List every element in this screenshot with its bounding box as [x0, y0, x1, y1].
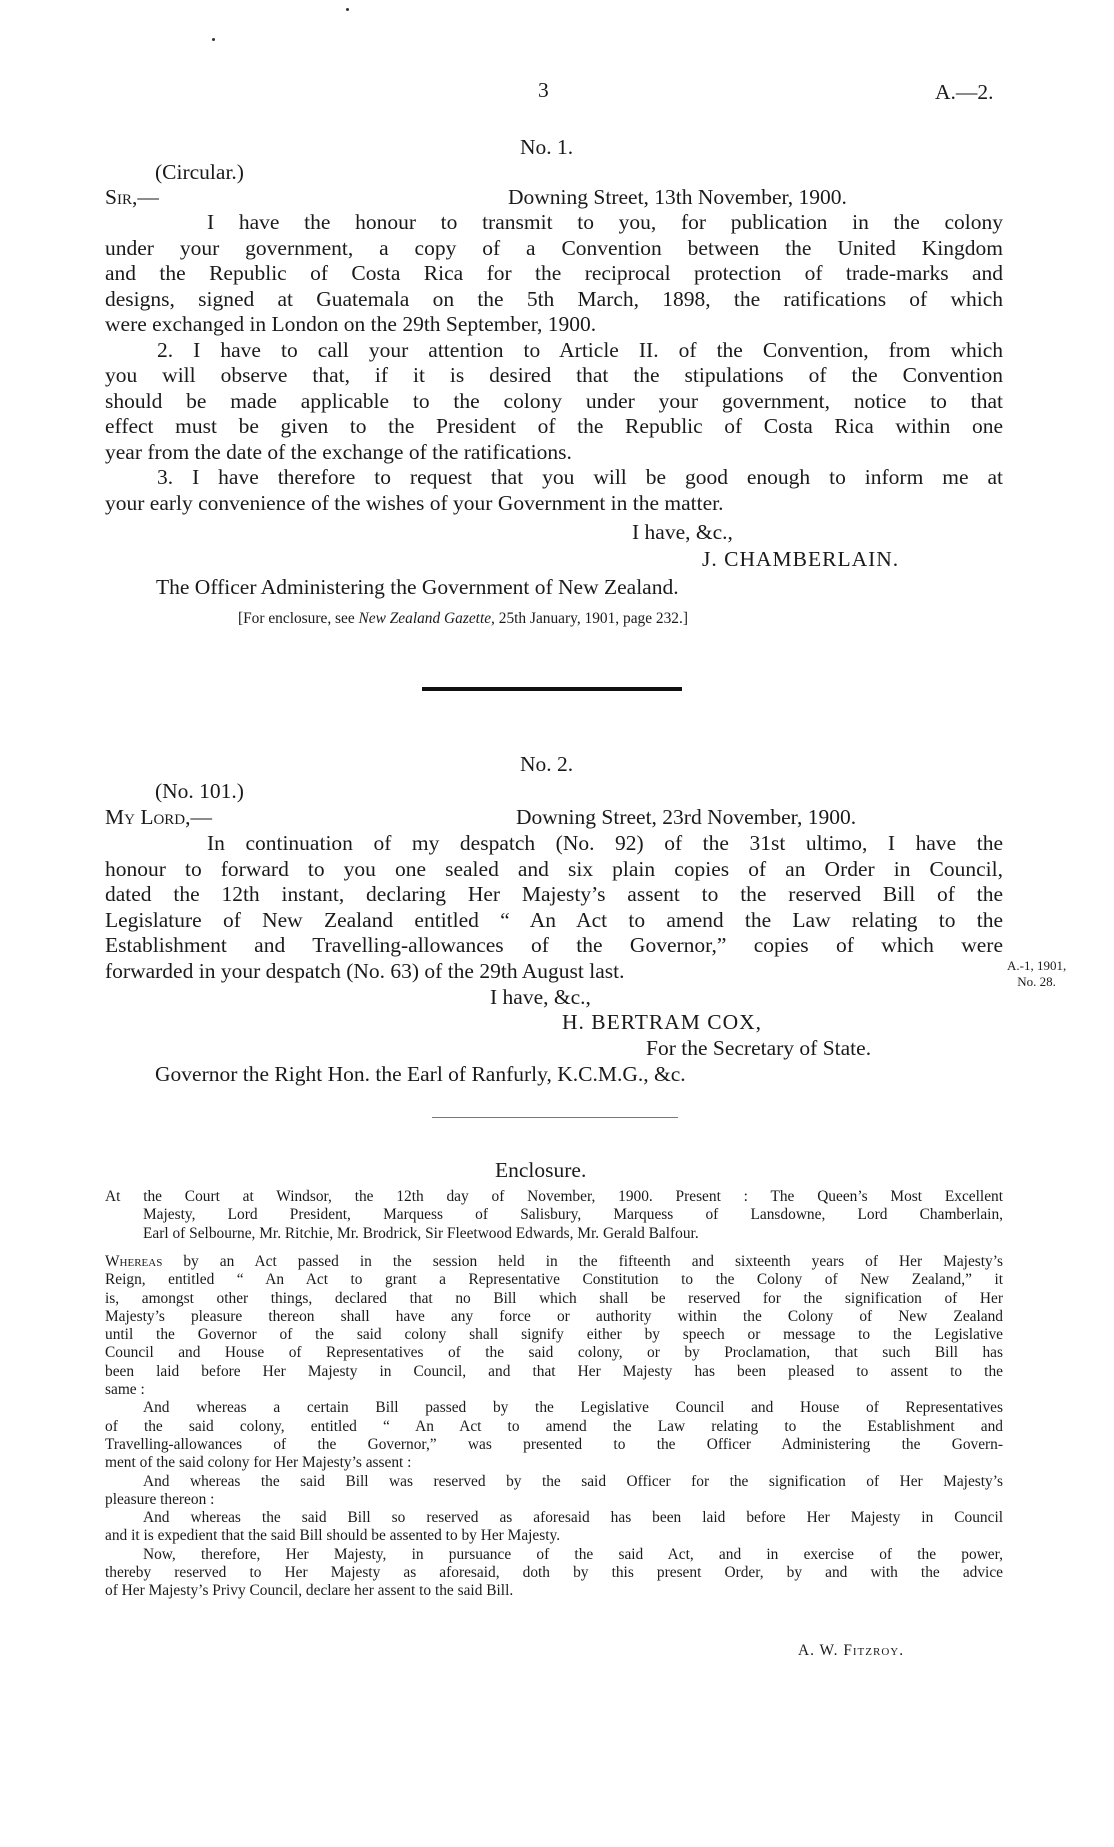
order-line: And whereas the said Bill so reserved as aforesaid has been laid before Her Majesty in Council [143, 1509, 1003, 1527]
court-line: Earl of Selbourne, Mr. Ritchie, Mr. Brodrick, Sir Fleetwood Edwards, Mr. Gerald Balfour. [143, 1224, 699, 1242]
body-line: 2. I have to call your attention to Article II. of the Convention, from which [157, 337, 1003, 362]
order-line: Majesty’s pleasure thereon shall have any force or authority within the Colony of New Zealand [105, 1307, 1003, 1325]
body-line: dated the 12th instant, declaring Her Majesty’s assent to the reserved Bill of the [105, 882, 1003, 906]
enclosure-order [105, 1253, 1003, 1601]
despatch-2-body [105, 831, 1003, 984]
enclosure-signature: A. W. Fitzroy. [798, 1642, 905, 1659]
order-line: And whereas a certain Bill passed by the Legislative Council and House of Representatives [143, 1399, 1003, 1417]
body-line: forwarded in your despatch (No. 63) of the 29th August last. [105, 958, 625, 983]
scan-speck [346, 8, 349, 11]
section-divider [432, 1117, 678, 1118]
body-line: 3. I have therefore to request that you will be good enough to inform me at [157, 465, 1003, 489]
despatch-2-addressee: Governor the Right Hon. the Earl of Ranfurly, K.C.M.G., &c. [155, 1062, 686, 1086]
body-line: honour to forward to you one sealed and six plain copies of an Order in Council, [105, 856, 1003, 881]
body-line: I have the honour to transmit to you, for publication in the colony [207, 210, 1003, 234]
margin-reference: A.-1, 1901, No. 28. [1007, 958, 1067, 989]
body-line: Establishment and Travelling-allowances of the Governor,” copies of which were [105, 933, 1003, 957]
order-line: thereby reserved to Her Majesty as aforesaid, doth by this present Order, by and with the advice [105, 1564, 1003, 1582]
despatch-2-heading: No. 2. [520, 752, 574, 776]
despatch-1-salutation: Sir,— [105, 185, 159, 209]
despatch-2-type: (No. 101.) [155, 779, 244, 803]
court-line: Majesty, Lord President, Marquess of Salisbury, Marquess of Lansdowne, Lord Chamberlain, [143, 1206, 1003, 1224]
enclosure-heading: Enclosure. [495, 1158, 587, 1182]
order-line: of Her Majesty’s Privy Council, declare her assent to the said Bill. [105, 1582, 514, 1600]
body-line: designs, signed at Guatemala on the 5th March, 1898, the ratifications of which [105, 286, 1003, 311]
order-line: Now, therefore, Her Majesty, in pursuance of the said Act, and in exercise of the power, [143, 1545, 1003, 1563]
scan-speck [212, 38, 215, 41]
body-line: effect must be given to the President of the Republic of Costa Rica within one [105, 414, 1003, 438]
order-line: pleasure thereon : [105, 1490, 215, 1508]
order-line: been laid before Her Majesty in Council, and that Her Majesty has been pleased to assent to the [105, 1362, 1003, 1380]
despatch-2-signature: H. BERTRAM COX, [562, 1010, 763, 1034]
despatch-1-place-date: Downing Street, 13th November, 1900. [508, 185, 847, 209]
despatch-2-salutation: My Lord,— [105, 805, 213, 829]
enclosure-court [105, 1188, 1003, 1243]
despatch-1-heading: No. 1. [520, 135, 574, 159]
enclosure-note: [For enclosure, see New Zealand Gazette, 25th January, 1901, page 232.] [238, 610, 688, 627]
order-line: Council and House of Representatives of the said colony, or by Proclamation, that such Bill has [105, 1344, 1003, 1362]
body-line: should be made applicable to the colony under your government, notice to that [105, 388, 1003, 413]
despatch-2-place-date: Downing Street, 23rd November, 1900. [516, 805, 857, 829]
despatch-2-signature-role: For the Secretary of State. [646, 1036, 872, 1060]
order-line: And whereas the said Bill was reserved by the said Officer for the signification of Her Majesty’s [143, 1472, 1003, 1490]
body-line: and the Republic of Costa Rica for the reciprocal protection of trade-marks and [105, 261, 1003, 285]
order-line: and it is expedient that the said Bill should be assented to by Her Majesty. [105, 1527, 561, 1545]
body-line: were exchanged in London on the 29th September, 1900. [105, 312, 597, 336]
body-line: you will observe that, if it is desired that the stipulations of the Convention [105, 363, 1003, 387]
despatch-1-body [105, 210, 1003, 516]
body-line: your early convenience of the wishes of your Government in the matter. [105, 490, 724, 515]
page-number: 3 [538, 78, 549, 102]
document-reference: A.—2. [935, 80, 994, 104]
despatch-1-type: (Circular.) [155, 160, 244, 184]
section-divider [422, 687, 682, 691]
court-line: At the Court at Windsor, the 12th day of November, 1900. Present : The Queen’s Most Excellent [105, 1188, 1003, 1205]
body-line: Legislature of New Zealand entitled “ An Act to amend the Law relating to the [105, 907, 1003, 932]
despatch-1-closing: I have, &c., [632, 520, 733, 544]
order-line: is, amongst other things, declared that no Bill which shall be reserved for the signification of Her [105, 1289, 1003, 1307]
order-line: of the said colony, entitled “ An Act to amend the Law relating to the Establishment and [105, 1417, 1003, 1435]
despatch-2-closing: I have, &c., [490, 985, 591, 1009]
order-line: Whereas by an Act passed in the session held in the fifteenth and sixteenth years of Her Majesty’s [105, 1253, 1003, 1270]
body-line: In continuation of my despatch (No. 92) of the 31st ultimo, I have the [207, 831, 1003, 855]
order-line: Travelling-allowances of the Governor,” was presented to the Officer Administering the Govern- [105, 1435, 1003, 1453]
despatch-1-addressee: The Officer Administering the Government of New Zealand. [156, 575, 679, 599]
order-line: until the Governor of the said colony shall signify either by speech or message to the Legislative [105, 1326, 1003, 1344]
body-line: under your government, a copy of a Convention between the United Kingdom [105, 235, 1003, 260]
body-line: year from the date of the exchange of the ratifications. [105, 439, 572, 464]
order-line: same : [105, 1381, 145, 1399]
order-line: Reign, entitled “ An Act to grant a Representative Constitution to the Colony of New Zealand,” it [105, 1271, 1003, 1289]
order-line: ment of the said colony for Her Majesty’s assent : [105, 1454, 412, 1472]
despatch-1-signature: J. CHAMBERLAIN. [702, 547, 900, 571]
